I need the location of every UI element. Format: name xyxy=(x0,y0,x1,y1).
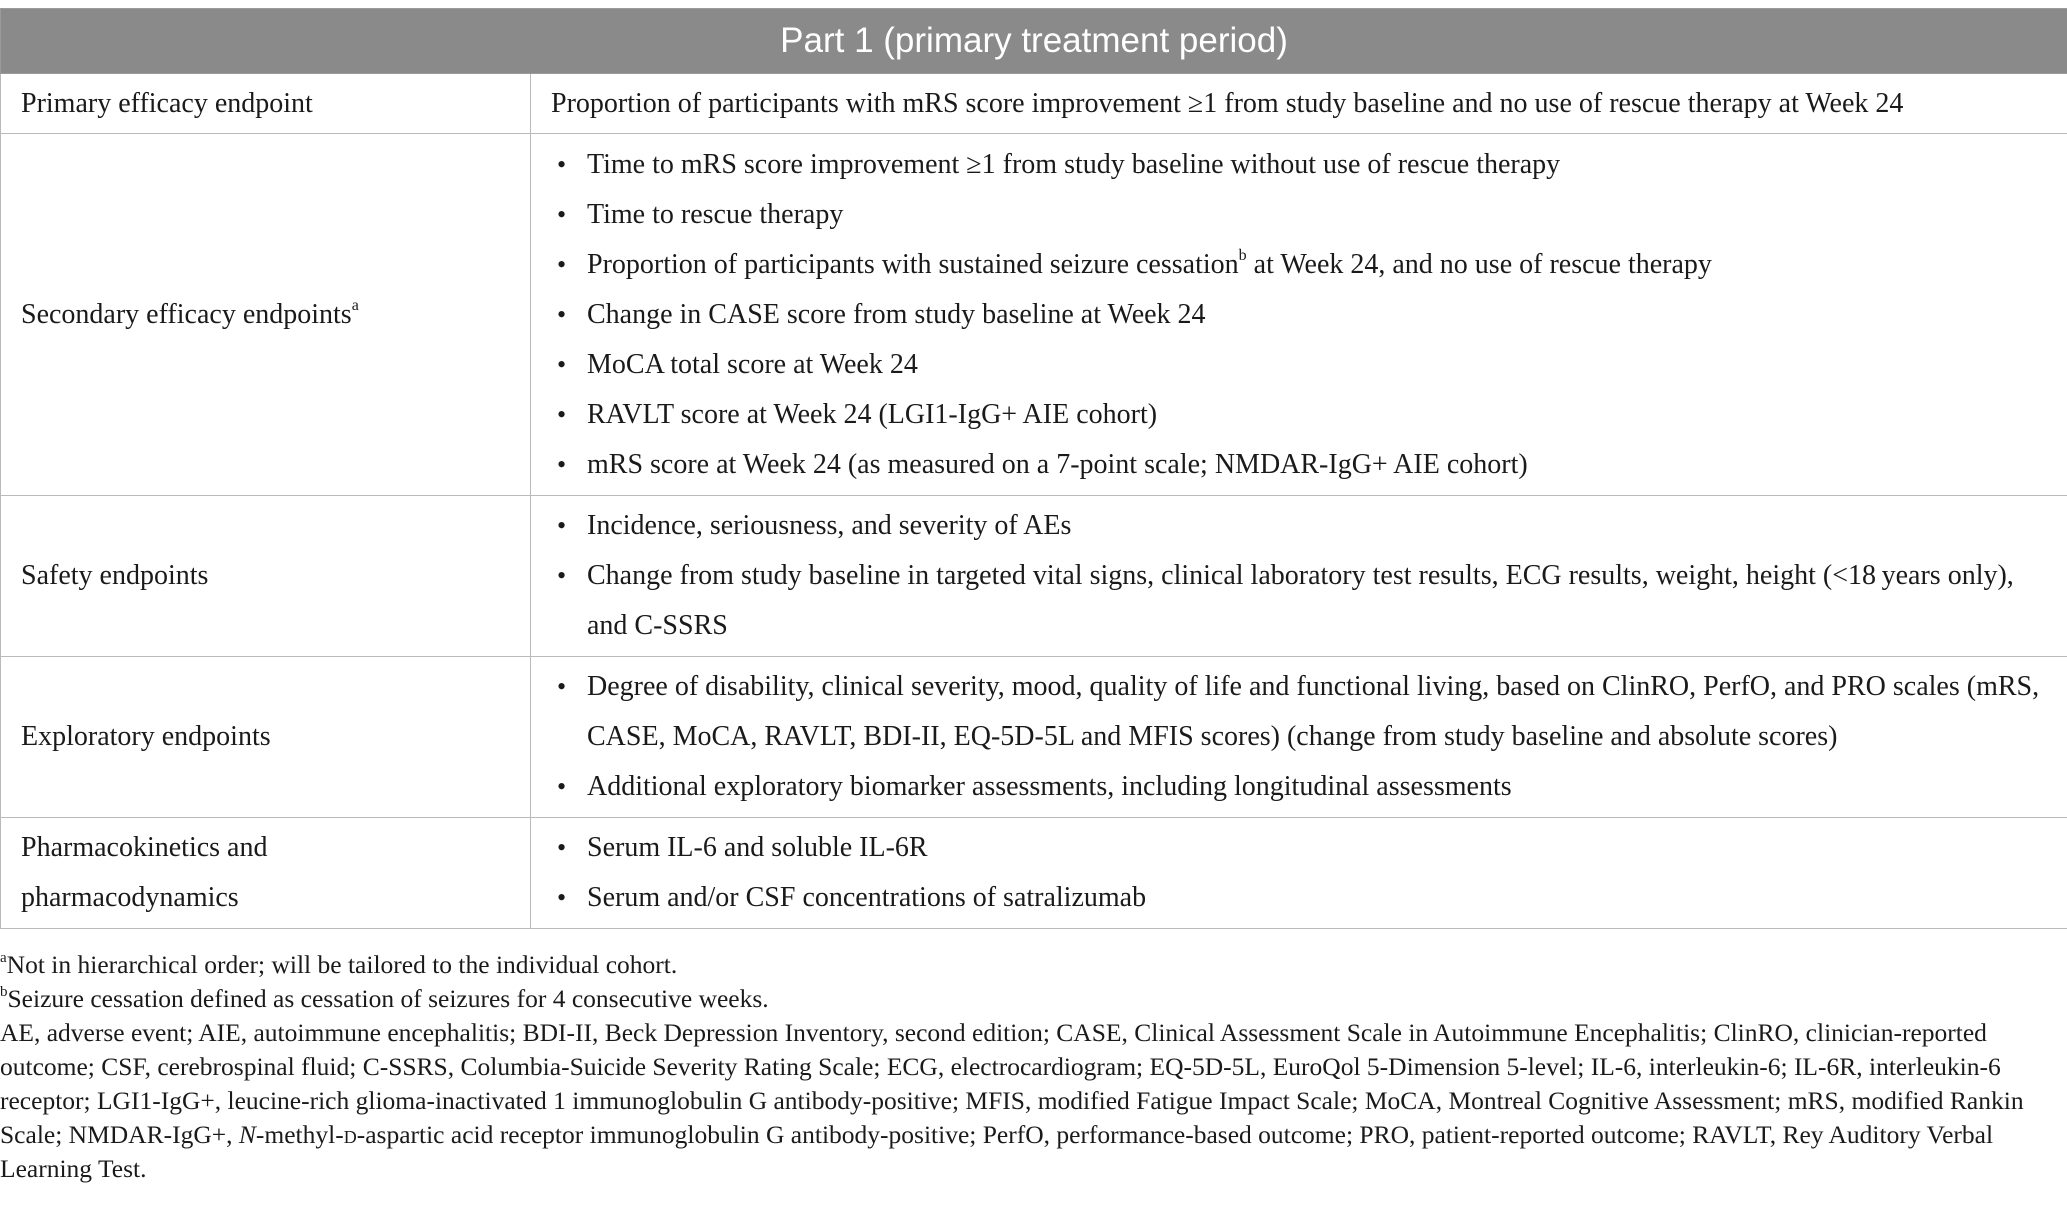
footnote-a-marker: a xyxy=(0,949,7,966)
row-content-safety xyxy=(531,496,2067,657)
list-item xyxy=(551,240,2049,290)
abbreviations-italic-n: N xyxy=(238,1120,256,1149)
abbreviations xyxy=(0,1016,2040,1186)
table-footnotes xyxy=(0,948,2040,1186)
row-label-safety: Safety endpoints xyxy=(1,496,531,657)
footnote-b-text: Seizure cessation defined as cessation of seizures for 4 consecutive weeks. xyxy=(7,984,769,1013)
list-item: • Change in CASE score from study baseline at Week 24 xyxy=(551,290,2049,340)
abbreviations-small-caps-d: d xyxy=(343,1120,357,1149)
endpoints-table xyxy=(0,8,2067,929)
list-item: • Degree of disability, clinical severity, mood, quality of life and functional living, based on ClinRO, PerfO, and PRO scales (mRS, CASE, MoCA, RAVLT, BDI-II, EQ-5D-5L and MFIS scores) (change from study baseline and absolute scores) xyxy=(551,662,2049,762)
abbreviations-part2: -methyl- xyxy=(255,1120,344,1149)
table-header-row xyxy=(1,9,2067,74)
table-row-exploratory xyxy=(1,657,2067,818)
row-label-pkpd xyxy=(1,818,531,929)
footnote-b-marker: b xyxy=(0,983,8,1000)
list-item: • RAVLT score at Week 24 (LGI1-IgG+ AIE cohort) xyxy=(551,390,2049,440)
footnote-marker-a: a xyxy=(351,297,359,315)
endpoints-table-container xyxy=(0,8,2067,929)
list-item-text: Proportion of participants with sustained seizure cessation xyxy=(587,248,1239,280)
abbreviations-part3: -aspartic acid receptor immunoglobulin G antibody-positive; PerfO, performance-based outcome; PRO, patient-reported outcome; RAVLT, Rey Auditory Verbal Learning Test. xyxy=(0,1120,1994,1183)
table-row-pkpd xyxy=(1,818,2067,929)
list-item: • Serum IL-6 and soluble IL-6R xyxy=(551,823,2049,873)
list-item: • Additional exploratory biomarker assessments, including longitudinal assessments xyxy=(551,762,2049,812)
list-item-text-after: at Week 24, and no use of rescue therapy xyxy=(1246,248,1712,280)
list-item: • MoCA total score at Week 24 xyxy=(551,340,2049,390)
row-label-secondary-text: Secondary efficacy endpoints xyxy=(21,298,352,330)
footnote-a-text: Not in hierarchical order; will be tailored to the individual cohort. xyxy=(6,950,678,979)
row-label-exploratory: Exploratory endpoints xyxy=(1,657,531,818)
table-row-safety xyxy=(1,496,2067,657)
row-content-primary: Proportion of participants with mRS score improvement ≥1 from study baseline and no use of rescue therapy at Week 24 xyxy=(531,74,2067,134)
row-label-pkpd-line2: pharmacodynamics xyxy=(21,882,239,913)
row-label-primary: Primary efficacy endpoint xyxy=(1,74,531,134)
list-item: • Serum and/or CSF concentrations of satralizumab xyxy=(551,873,2049,923)
list-item: • Incidence, seriousness, and severity of AEs xyxy=(551,501,2049,551)
footnote-marker-b: b xyxy=(1238,247,1247,265)
table-row-secondary xyxy=(1,134,2067,496)
abbreviations-part1: AE, adverse event; AIE, autoimmune encephalitis; BDI-II, Beck Depression Inventory, second edition; CASE, Clinical Assessment Scale in Autoimmune Encephalitis; ClinRO, clinician-reported outcome; CSF, cerebrospinal fluid; C-SSRS, Columbia-Suicide Severity Rating Scale; ECG, electrocardiogram; EQ-5D-5L, EuroQol 5-Dimension 5-level; IL-6, interleukin-6; IL-6R, interleukin-6 receptor; LGI1-IgG+, leucine-rich glioma-inactivated 1 immunoglobulin G antibody-positive; MFIS, modified Fatigue Impact Scale; MoCA, Montreal Cognitive Assessment; mRS, modified Rankin Scale; NMDAR-IgG+, xyxy=(0,1018,2024,1149)
table-header: Part 1 (primary treatment period) xyxy=(1,9,2067,74)
row-content-pkpd xyxy=(531,818,2067,929)
row-content-secondary xyxy=(531,134,2067,496)
footnote-a xyxy=(0,948,2040,982)
list-item: • mRS score at Week 24 (as measured on a 7-point scale; NMDAR-IgG+ AIE cohort) xyxy=(551,440,2049,490)
row-content-exploratory xyxy=(531,657,2067,818)
list-item: • Time to rescue therapy xyxy=(551,190,2049,240)
list-item: • Change from study baseline in targeted vital signs, clinical laboratory test results, ECG results, weight, height (<18 years only), and C-SSRS xyxy=(551,551,2049,651)
list-item: • Time to mRS score improvement ≥1 from study baseline without use of rescue therapy xyxy=(551,140,2049,190)
footnote-b xyxy=(0,982,2040,1016)
row-label-secondary xyxy=(1,134,531,496)
row-label-pkpd-line1: Pharmacokinetics and xyxy=(21,832,268,863)
table-row-primary xyxy=(1,74,2067,134)
